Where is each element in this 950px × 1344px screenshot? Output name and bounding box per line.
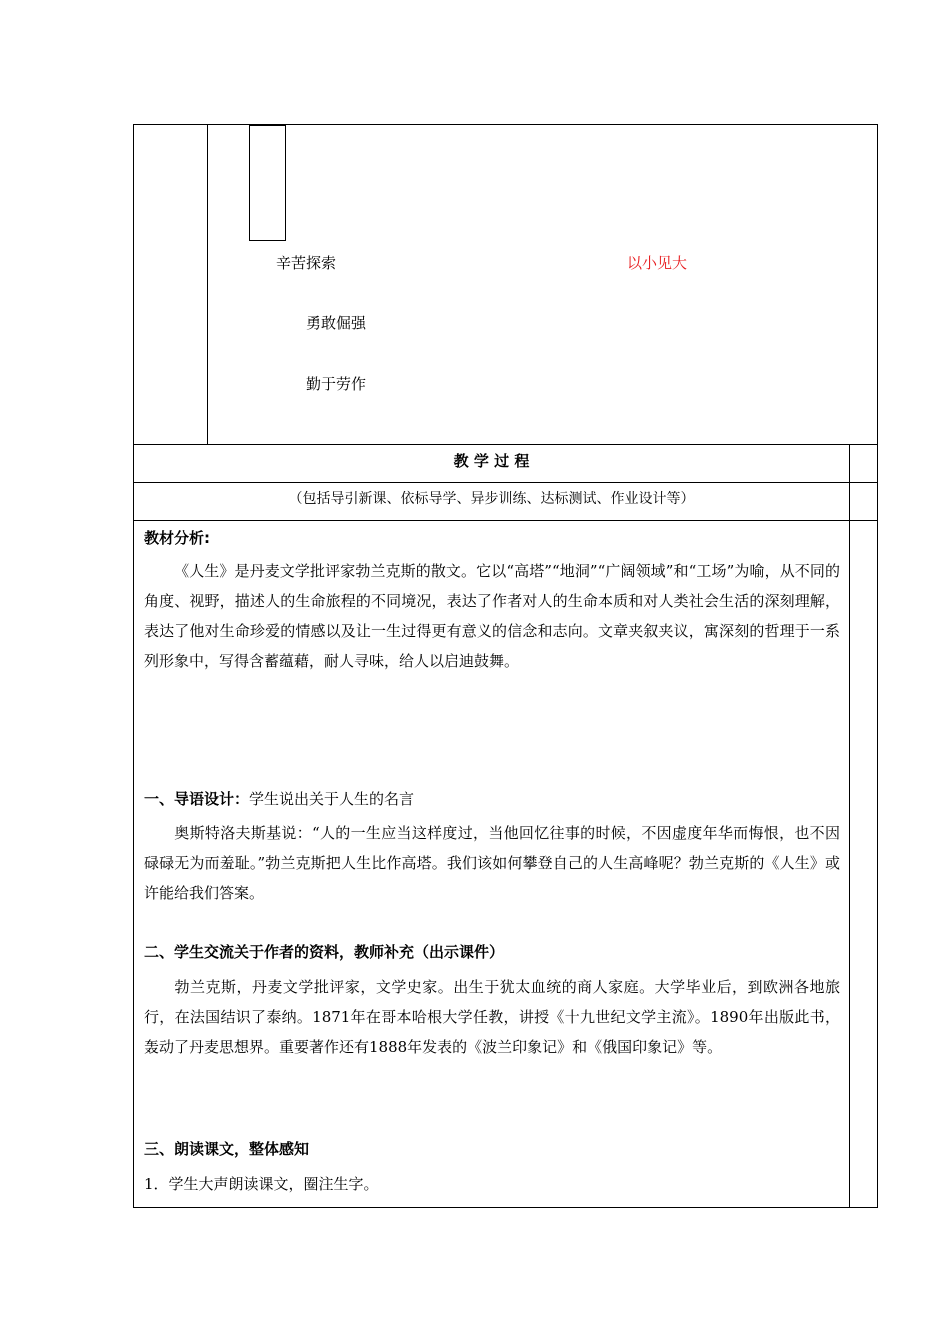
analysis-title: 教材分析: [144,529,210,547]
section1-title-rest: 学生说出关于人生的名言 [249,790,415,808]
section3-title: 三、朗读课文，整体感知 [144,1140,310,1158]
section2-paragraph [144,972,840,1062]
item-brave-stubborn: 勇敢倔强 [306,314,367,332]
diagram-box [249,125,286,241]
section1-heading [144,789,414,809]
section1-title: 一、导语设计： [144,790,250,808]
table-border-left [133,124,134,1208]
item-diligent-work: 勤于劳作 [306,375,367,393]
section2-title: 二、学生交流关于作者的资料，教师补充（出示课件） [144,943,505,961]
row-divider-2 [133,482,878,483]
analysis-text: 《人生》是丹麦文学批评家勃兰克斯的散文。它以“高塔”“地洞”“广阔领域”和“工场”为喻，从不同的角度、视野，描述人的生命旅程的不同境况，表达了作者对人的生命本质和对人类社会生活的深刻理解，表达了他对生命珍爱的情感以及让一生过得更有意义的信念和志向。文章夹叙夹议，寓深刻的哲理于一系列形象中，写得含蓄蕴藉，耐人寻味，给人以启迪鼓舞。 [144,562,840,670]
right-column-divider [849,444,850,1208]
highlight-text: 以小见大 [627,254,688,272]
top-section-divider [207,124,208,445]
section2-text: 勃兰克斯，丹麦文学批评家，文学史家。出生于犹太血统的商人家庭。大学毕业后，到欧洲各地旅行，在法国结识了泰纳。1871年在哥本哈根大学任教，讲授《十九世纪文学主流》。1890年出版此书，轰动了丹麦思想界。重要著作还有1888年发表的《波兰印象记》和《俄国印象记》等。 [144,978,840,1056]
process-subheader: （包括导引新课、依标导学、异步训练、达标测试、作业设计等） [288,491,695,507]
section1-paragraph [144,818,840,908]
item-1: 1．学生大声朗读课文，圈注生字。 [144,1175,379,1193]
analysis-paragraph [144,556,840,676]
section1-text: 奥斯特洛夫斯基说：“人的一生应当这样度过，当他回忆往事的时候，不因虚度年华而悔恨，也不因碌碌无为而羞耻。”勃兰克斯把人生比作高塔。我们该如何攀登自己的人生高峰呢？勃兰克斯的《人生》或许能给我们答案。 [144,824,840,902]
table-border-right [877,124,878,1208]
table-border-bottom [133,1207,878,1208]
table-border-top [133,124,878,125]
process-header: 教 学 过 程 [453,452,530,470]
row-divider-3 [133,520,878,521]
item-hard-exploration: 辛苦探索 [276,254,337,272]
row-divider-1 [133,444,878,445]
